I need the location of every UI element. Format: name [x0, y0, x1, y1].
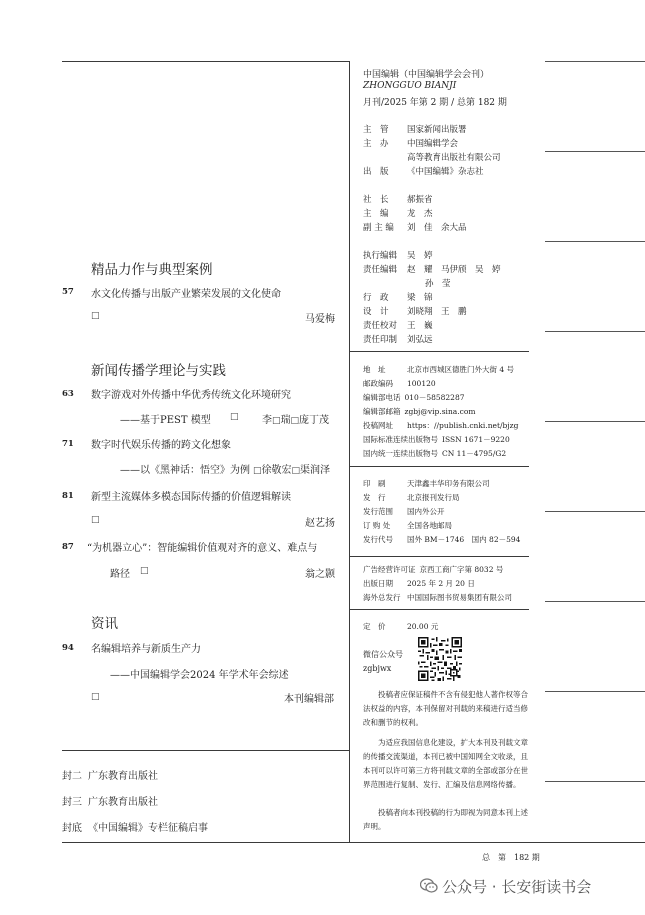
- license-row: 广告经营许可证 京西工商广字第 8032 号: [363, 565, 504, 574]
- column-divider: [349, 61, 350, 842]
- article-title[interactable]: 新型主流媒体多模态国际传播的价值逻辑解读: [91, 492, 291, 503]
- contact-row: 地 址 北京市西城区德胜门外大街 4 号: [363, 365, 515, 374]
- article-author: 本刊编辑部: [284, 694, 334, 705]
- placeholder-box-icon: □: [290, 416, 300, 426]
- print-row: 发行代号 国外 BM－1746 国内 82－594: [363, 535, 521, 544]
- contact-row: 国际标准连续出版物号 ISSN 1671－9220: [363, 435, 510, 444]
- article-page: 71: [62, 439, 74, 449]
- margin-rule: [545, 691, 645, 692]
- margin-rule: [545, 151, 645, 152]
- article-page: 94: [62, 643, 74, 653]
- article-author: 赵艺扬: [305, 518, 335, 529]
- article-page: 57: [62, 287, 74, 297]
- margin-rule: [545, 511, 645, 512]
- margin-rule: [545, 781, 645, 782]
- placeholder-box-icon: □: [91, 515, 100, 525]
- placeholder-box-icon: □: [253, 466, 262, 476]
- page-number: 总 第 182 期: [482, 853, 540, 862]
- wechat-label: 微信公众号: [363, 650, 403, 659]
- placeholder-box-icon: □: [91, 311, 100, 321]
- article-title[interactable]: 数字时代娱乐传播的跨文化想象: [91, 440, 231, 451]
- wechat-icon: [420, 877, 438, 895]
- margin-rule: [545, 601, 645, 602]
- author-name: 李: [262, 415, 272, 426]
- top-rule: [62, 61, 349, 62]
- journal-title: 中国编辑（中国编辑学会会刊）: [363, 70, 490, 80]
- placeholder-box-icon: □: [140, 566, 149, 576]
- article-author: [253, 461, 330, 476]
- price-row: 定 价 20.00 元: [363, 622, 439, 631]
- article-author: 翁之颢: [305, 569, 335, 580]
- masthead-rule: [349, 556, 529, 557]
- cover-item: [62, 767, 158, 782]
- notice-paragraph: 为适应我国信息化建设，扩大本刊及刊载文章的传播交流渠道，本刊已被中国知网全文收录，且本刊可以许可第三方将刊载文章的全部或部分在世界范围进行复制、发行、汇编及信息网络传播。: [363, 738, 528, 789]
- masthead-row: 行 政 梁 锦: [363, 293, 433, 303]
- article-title[interactable]: 水文化传播与出版产业繁荣发展的文化使命: [91, 289, 281, 300]
- article-subtitle: ——以《黑神话：悟空》为例: [120, 465, 250, 476]
- wechat-id: zgbjwx: [363, 664, 392, 673]
- masthead-row: 责任校对 王 巍: [363, 321, 433, 331]
- masthead-row: 设 计 刘晓翔 王 鹏: [363, 307, 467, 317]
- cover-item: [62, 819, 208, 834]
- watermark-text: 公众号 · 长安街读书会: [442, 878, 592, 896]
- article-subtitle: ——基于PEST 模型: [120, 415, 211, 426]
- masthead-row: 执行编辑 吴 婷: [363, 251, 433, 261]
- masthead-row: 责任编辑 赵 耀 马伊颀 吴 婷: [363, 265, 501, 275]
- author-name: 徐敬宏: [261, 465, 292, 476]
- article-page: 81: [62, 491, 74, 501]
- article-author: 马爱梅: [305, 314, 335, 325]
- placeholder-box-icon: □: [291, 466, 301, 476]
- cover-label: 封底: [62, 823, 82, 834]
- notice-paragraph: 投稿者向本刊投稿的行为即视为同意本刊上述声明。: [363, 808, 528, 831]
- masthead-row: 出 版 《中国编辑》杂志社: [363, 167, 484, 177]
- article-title[interactable]: “为机器立心”：智能编辑价值观对齐的意义、难点与: [87, 543, 318, 554]
- cover-text: 《中国编辑》专栏征稿启事: [88, 823, 208, 834]
- masthead-row: 社 长 郝振省: [363, 195, 433, 205]
- print-row: 发行范围 国内外公开: [363, 507, 445, 516]
- author-name: 瑞: [280, 415, 291, 426]
- masthead-rule: [349, 609, 529, 610]
- masthead-row: 高等教育出版社有限公司: [407, 153, 501, 163]
- author-name: 庞丁茂: [299, 415, 330, 426]
- issue-info: 月刊/2025 年第 2 期 / 总第 182 期: [363, 98, 507, 108]
- article-title[interactable]: 名编辑培养与新质生产力: [91, 644, 201, 655]
- cover-label: 封二: [62, 771, 82, 782]
- placeholder-box-icon: □: [230, 412, 239, 422]
- margin-rule: [545, 421, 645, 422]
- section-title: 精品力作与典型案例: [91, 262, 213, 278]
- masthead-row: 副 主 编 刘 佳 余大品: [363, 223, 467, 233]
- masthead-row: 孙 莹: [425, 279, 451, 289]
- masthead-rule: [349, 351, 529, 352]
- cover-item: [62, 793, 158, 808]
- contact-row[interactable]: 投稿网址 https：//publish.cnki.net/bjzg: [363, 421, 519, 430]
- placeholder-box-icon: □: [272, 416, 281, 426]
- masthead-row: 主 管 国家新闻出版署: [363, 125, 467, 135]
- covers-rule: [62, 750, 349, 751]
- margin-rule: [545, 61, 645, 62]
- section-title: 资讯: [91, 616, 118, 632]
- contact-row: 编辑部邮箱 zgbj@vip.sina.com: [363, 407, 476, 416]
- print-row: 发 行 北京报刊发行局: [363, 493, 460, 502]
- placeholder-box-icon: □: [91, 692, 100, 702]
- contact-row: 邮政编码 100120: [363, 379, 436, 388]
- license-row: 海外总发行 中国国际图书贸易集团有限公司: [363, 593, 512, 602]
- article-page: 63: [62, 389, 74, 399]
- cover-text: 广东教育出版社: [88, 797, 158, 808]
- article-subtitle: ——中国编辑学会2024 年学术年会综述: [110, 670, 289, 681]
- masthead-row: 主 办 中国编辑学会: [363, 139, 459, 149]
- cover-text: 广东教育出版社: [88, 771, 158, 782]
- masthead-row: 主 编 龙 杰: [363, 209, 433, 219]
- notice-paragraph: 投稿者应保证稿件不含有侵犯他人著作权等合法权益的内容，本刊保留对刊载的来稿进行适当修改和删节的权利。: [363, 690, 528, 727]
- contact-row: 编辑部电话 010－58582287: [363, 393, 465, 402]
- article-title[interactable]: 数字游戏对外传播中华优秀传统文化环境研究: [91, 390, 291, 401]
- qr-code-icon[interactable]: [418, 637, 462, 681]
- author-name: 渠润泽: [300, 465, 331, 476]
- cover-label: 封三: [62, 797, 82, 808]
- margin-rule: [545, 241, 645, 242]
- article-page: 87: [62, 542, 74, 552]
- section-title: 新闻传播学理论与实践: [91, 363, 226, 379]
- masthead-row: 责任印制 刘弘远: [363, 335, 433, 345]
- masthead-rule: [349, 466, 529, 467]
- journal-pinyin: ZHONGGUO BIANJI: [363, 81, 457, 91]
- print-row: 订 购 处 全国各地邮局: [363, 521, 452, 530]
- bottom-rule: [62, 842, 645, 843]
- margin-rule: [545, 331, 645, 332]
- print-row: 印 刷 天津鑫丰华印务有限公司: [363, 479, 490, 488]
- license-row: 出版日期 2025 年 2 月 20 日: [363, 579, 475, 588]
- article-author: [262, 411, 329, 426]
- article-subtitle: 路径: [110, 569, 130, 580]
- contact-row: 国内统一连续出版物号 CN 11－4795/G2: [363, 449, 507, 458]
